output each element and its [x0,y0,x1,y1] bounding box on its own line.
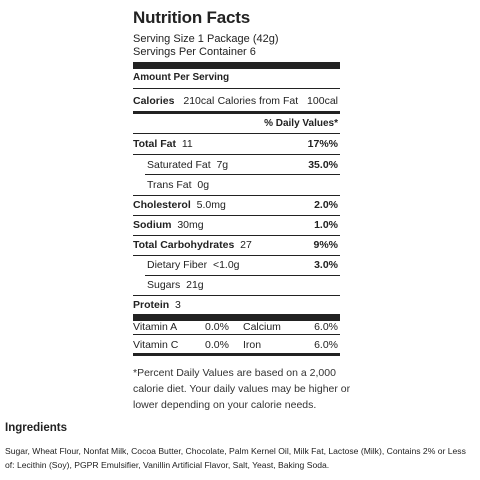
divider-thick [133,62,340,69]
nutrient-name: Sodium [133,219,172,231]
nutrient-name: Dietary Fiber [147,259,208,271]
nutrient-name: Cholesterol [133,199,191,211]
nutrition-title: Nutrition Facts [133,8,250,27]
nutrient-dv: 1.0% [314,219,338,231]
nutrient-name: Sugars [147,279,181,291]
nutrient-amount: 30mg [177,219,204,231]
daily-value-header: % Daily Values* [264,118,338,129]
vitamin-value: 0.0% [205,321,229,333]
nutrient-amount: 3 [175,299,181,311]
nutrient-name: Trans Fat [147,179,192,191]
nutrient-amount: 21g [186,279,204,291]
nutrient-dv: 3.0% [314,259,338,271]
nutrient-amount: 7g [216,159,229,171]
vitamin-name: Iron [243,339,262,351]
calories-from-fat-value: 100cal [307,95,338,107]
nutrient-amount: 0g [197,179,210,191]
vitamin-name: Vitamin C [133,339,179,351]
vitamin-name: Calcium [243,321,281,333]
divider [133,215,340,216]
divider [145,275,340,276]
ingredients-text: Sugar, Wheat Flour, Nonfat Milk, Cocoa Butter, Chocolate, Palm Kernel Oil, Milk Fat, Lactose (Milk), Contains 2% or Less of: Lecithin (Soy), PGPR Emulsifier, Vanillin Artificial Flavor, Salt, Yeast, Baking Soda. [5,446,466,470]
nutrient-amount: 11 [181,138,193,150]
calories-label: Calories [133,95,175,107]
divider [133,154,340,155]
divider-medium [133,353,340,356]
divider [133,295,340,296]
calories-from-fat-label: Calories from Fat [217,95,299,107]
nutrient-name: Total Fat [133,138,176,150]
vitamin-value: 0.0% [205,339,229,351]
nutrient-name: Saturated Fat [147,159,211,171]
nutrient-amount: 5.0mg [196,199,226,211]
divider [133,255,340,256]
calories-from-fat-row [218,95,338,107]
nutrient-dv: 35.0% [308,159,338,171]
servings-per-container: Servings Per Container 6 [133,46,256,58]
divider-thick [133,314,340,321]
vitamin-name: Vitamin A [133,321,178,333]
amount-per-serving: Amount Per Serving [133,72,230,83]
divider [133,133,340,134]
calories-value: 210cal [183,95,215,107]
nutrient-amount: <1.0g [212,259,240,271]
nutrient-dv: 2.0% [314,199,338,211]
daily-value-footnote: *Percent Daily Values are based on a 2,000 calorie diet. Your daily values may be higher or lower depending on your calorie needs. [133,367,351,411]
calories-row [133,95,214,107]
divider [133,235,340,236]
nutrient-name: Protein [133,299,170,311]
ingredients-heading: Ingredients [5,422,67,434]
serving-size: Serving Size 1 Package (42g) [133,33,279,45]
nutrient-dv: 9%% [313,239,338,251]
nutrient-name: Total Carbohydrates [133,239,235,251]
divider [133,88,340,89]
divider [145,174,340,175]
vitamin-value: 6.0% [314,321,338,333]
vitamin-value: 6.0% [314,339,338,351]
divider-medium [133,111,340,114]
divider [133,334,340,335]
divider [133,195,340,196]
nutrient-dv: 17%% [307,138,338,150]
nutrient-amount: 27 [240,239,252,251]
